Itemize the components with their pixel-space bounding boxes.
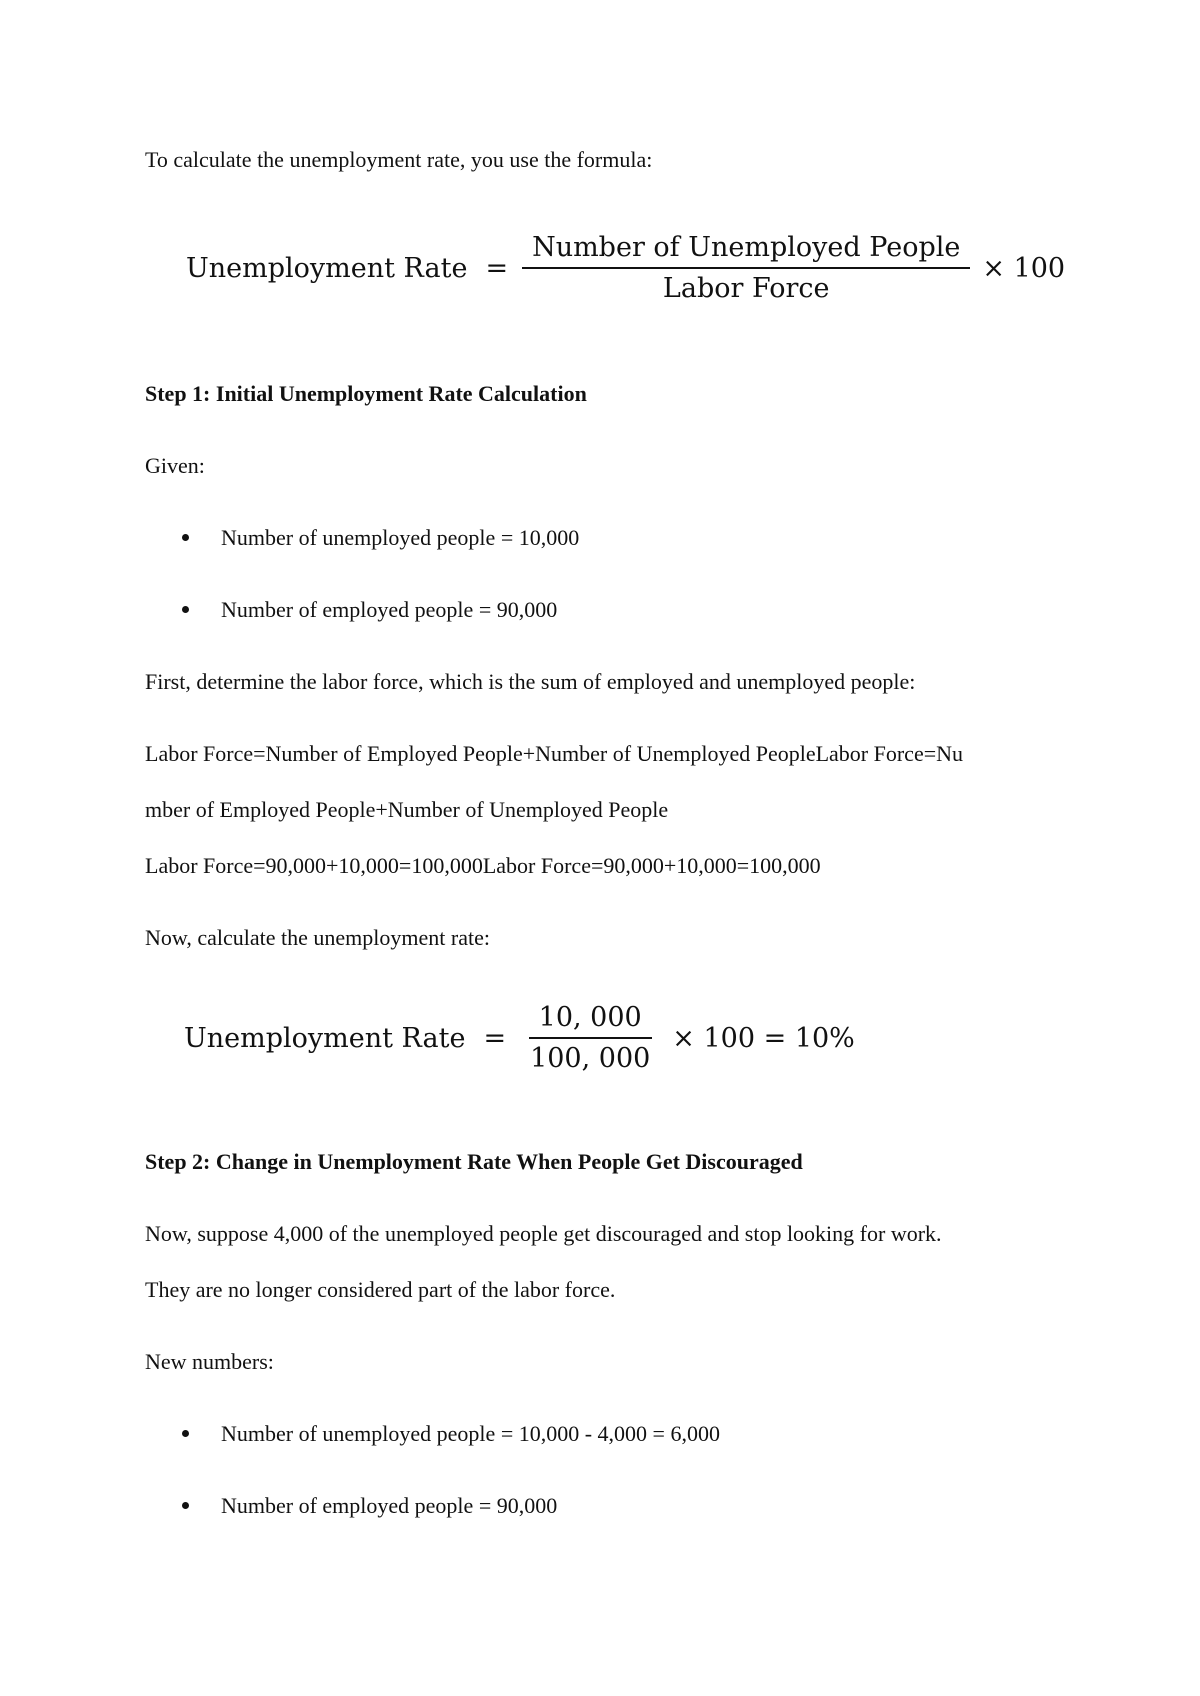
step2-paragraph-line-2: They are no longer considered part of the labor force.: [145, 1277, 616, 1302]
formula-fraction: [520, 1002, 660, 1074]
step1-heading: Step 1: Initial Unemployment Rate Calculation: [145, 381, 587, 406]
bullet-icon: [182, 1502, 189, 1509]
formula-numerator: Number of Unemployed People: [522, 232, 970, 269]
formula-multiplier: × 100: [982, 252, 1066, 284]
formula-fraction: [522, 232, 970, 304]
formula-equals: =: [485, 252, 509, 284]
labor-force-intro: First, determine the labor force, which is the sum of employed and unemployed people:: [145, 669, 916, 694]
list-item-text: Number of unemployed people = 10,000: [221, 525, 580, 550]
labor-force-equation-line-2: mber of Employed People+Number of Unemployed People: [145, 797, 669, 822]
formula-denominator: Labor Force: [662, 273, 830, 304]
list-item: [182, 1420, 720, 1448]
list-item: [182, 524, 579, 552]
bullet-icon: [182, 534, 189, 541]
formula-lhs: Unemployment Rate: [184, 1022, 466, 1054]
bullet-icon: [182, 606, 189, 613]
list-item: [182, 1492, 557, 1520]
labor-force-equation-line-1: Labor Force=Number of Employed People+Number of Unemployed PeopleLabor Force=Nu: [145, 741, 964, 766]
list-item-text: Number of unemployed people = 10,000 - 4,000 = 6,000: [221, 1421, 720, 1446]
formula-rate-calculation: [184, 1002, 855, 1074]
list-item-text: Number of employed people = 90,000: [221, 597, 558, 622]
step2-heading: Step 2: Change in Unemployment Rate When People Get Discouraged: [145, 1149, 803, 1174]
bullet-icon: [182, 1430, 189, 1437]
new-numbers-label: New numbers:: [145, 1349, 274, 1374]
formula-lhs: Unemployment Rate: [186, 252, 468, 284]
labor-force-calculation: Labor Force=90,000+10,000=100,000Labor Force=90,000+10,000=100,000: [145, 853, 821, 878]
list-item: [182, 596, 557, 624]
formula-denominator: 100, 000: [530, 1043, 651, 1074]
formula-unemployment-rate: [186, 232, 1065, 304]
calculate-rate-text: Now, calculate the unemployment rate:: [145, 925, 490, 950]
formula-equals: =: [483, 1022, 507, 1054]
step2-paragraph-line-1: Now, suppose 4,000 of the unemployed people get discouraged and stop looking for work.: [145, 1221, 942, 1246]
given-label: Given:: [145, 453, 205, 478]
formula-result: × 100 = 10%: [672, 1022, 855, 1054]
formula-numerator: 10, 000: [529, 1002, 652, 1039]
intro-text: To calculate the unemployment rate, you use the formula:: [145, 147, 653, 172]
list-item-text: Number of employed people = 90,000: [221, 1493, 558, 1518]
